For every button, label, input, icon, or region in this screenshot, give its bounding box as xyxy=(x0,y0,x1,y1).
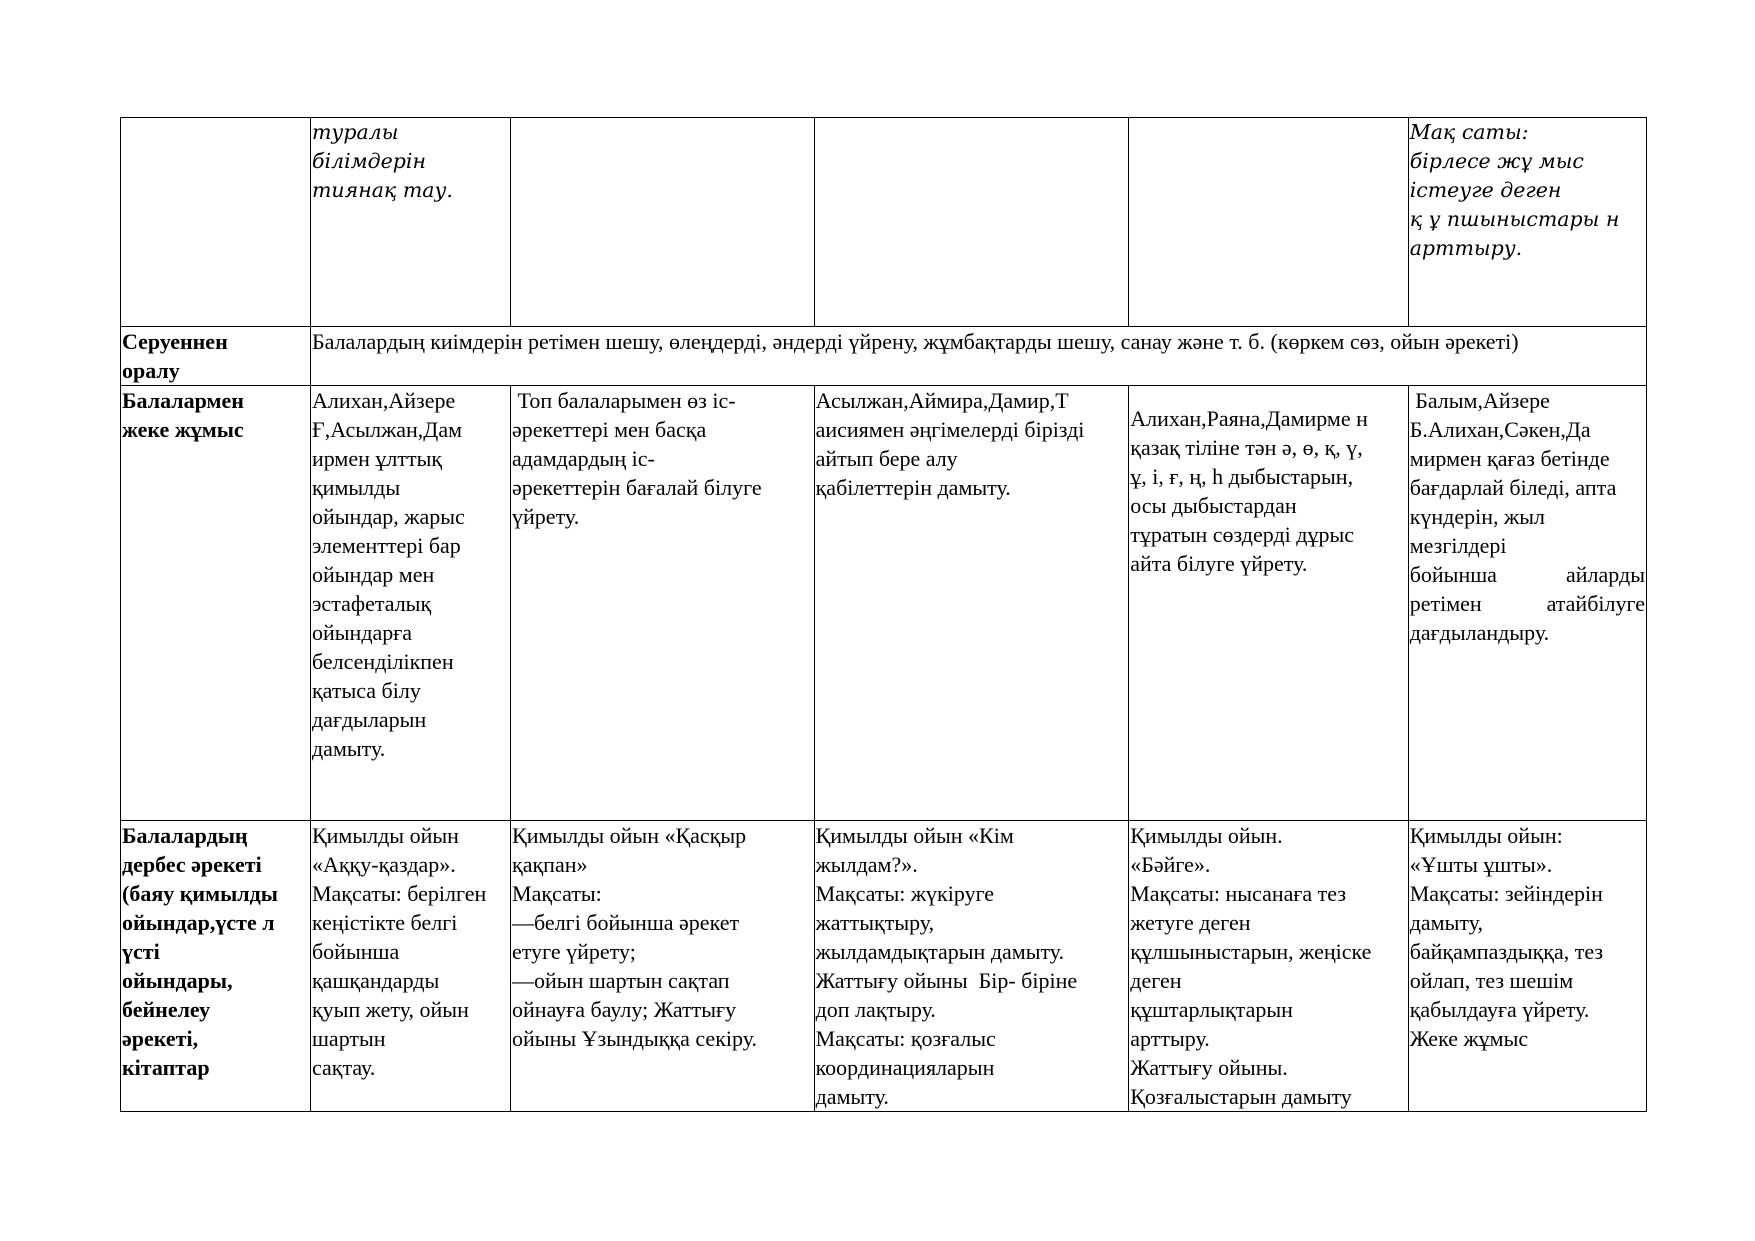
text-line: үсті xyxy=(122,939,160,964)
text-line: арттыру. xyxy=(1409,236,1523,260)
text-line: ойындар,үсте л xyxy=(122,910,275,935)
text-line: етуге үйрету; xyxy=(512,939,636,964)
text-line: эстафеталық xyxy=(311,591,432,616)
text-line: Қозғалыстарын дамыту xyxy=(1130,1084,1352,1109)
text-line: байқампаздыққа, тез xyxy=(1409,939,1604,964)
text-line: қ ұ пшыныстары н xyxy=(1409,207,1620,231)
text-line: әрекеті, xyxy=(122,1026,199,1051)
text-line: ойындарға xyxy=(311,620,413,645)
text-line: қимылды xyxy=(311,475,401,500)
text-line: Мақсаты: xyxy=(512,881,602,906)
text-line: шартын xyxy=(311,1026,386,1051)
text-line: Мақсаты: жүкіруге xyxy=(815,881,995,906)
text-line: ойындары, xyxy=(122,968,233,993)
text-line: ретімен атайбілуге xyxy=(1409,591,1645,616)
table-row-return-walk xyxy=(121,327,1647,386)
text-line: тұратын сөздерді дұрыс xyxy=(1130,522,1354,547)
text-line: Алихан,Раяна,Дамирме н xyxy=(1130,406,1368,431)
row-label-independent-activity xyxy=(121,821,311,1112)
text-line: қазақ тіліне тән ә, ө, қ, ү, xyxy=(1130,435,1363,460)
text-line: Серуеннен xyxy=(122,329,228,354)
text-line: (баяу қимылды xyxy=(122,881,278,906)
text-line: дағдыландыру. xyxy=(1409,620,1550,645)
text-line: Мақсаты: қозғалыс xyxy=(815,1026,996,1051)
table-row-continuation xyxy=(121,118,1647,327)
text-line: «Бәйге». xyxy=(1130,852,1211,877)
text-line: ойыны Ұзындыққа секіру. xyxy=(512,1026,757,1051)
text-line: Қимылды ойын «Қасқыр xyxy=(512,823,747,848)
text-line: дербес әрекеті xyxy=(122,852,262,877)
text-line: қашқандарды xyxy=(311,968,440,993)
text-line: оралу xyxy=(122,358,180,383)
text-line: тиянақ тау. xyxy=(311,178,453,202)
cell-individual-work-fri xyxy=(1408,386,1646,821)
cell-continuation-col4 xyxy=(1129,118,1408,327)
text-line: Б.Алихан,Сәкен,Да xyxy=(1409,417,1591,442)
cell-individual-work-tue xyxy=(511,386,815,821)
text-line: күндерін, жыл xyxy=(1409,504,1545,529)
text-line: —ойын шартын сақтап xyxy=(512,968,730,993)
cell-continuation-col2 xyxy=(511,118,815,327)
text-line: жаттықтыру, xyxy=(815,910,935,935)
cell-independent-thu xyxy=(1129,821,1408,1112)
text-line: Балым,Айзере xyxy=(1409,388,1550,413)
cell-individual-work-mon xyxy=(310,386,510,821)
cell-independent-wed xyxy=(814,821,1129,1112)
text-line: қатыса білу xyxy=(311,678,421,703)
text-line: Мақ саты: xyxy=(1409,120,1529,144)
text-line: бойынша айларды xyxy=(1409,562,1645,587)
cell-continuation-col1 xyxy=(310,118,510,327)
text-line: осы дыбыстардан xyxy=(1130,493,1297,518)
text-line: үйрету. xyxy=(512,504,580,529)
cell-independent-tue xyxy=(511,821,815,1112)
text-line: жетуге деген xyxy=(1130,910,1251,935)
text-line: айтып бере алу xyxy=(815,446,958,471)
cell-label-empty xyxy=(121,118,311,327)
text-line: істеуге деген xyxy=(1409,178,1562,202)
text-line: Қимылды ойын. xyxy=(1130,823,1283,848)
text-line: ұ, і, ғ, ң, һ дыбыстарын, xyxy=(1130,464,1354,489)
text-line: адамдардың іс- xyxy=(512,446,655,471)
text-line: әрекеттерін бағалай білуге xyxy=(512,475,762,500)
text-line: сақтау. xyxy=(311,1055,376,1080)
text-line: бірлесе жұ мыс xyxy=(1409,149,1584,173)
cell-independent-mon xyxy=(310,821,510,1112)
text-line: жеке жұмыс xyxy=(122,417,244,442)
text-line: —белгі бойынша әрекет xyxy=(512,910,740,935)
text-line: айта білуге үйрету. xyxy=(1130,551,1308,576)
text-line: дамыту. xyxy=(311,736,386,761)
text-line: құлшыныстарын, жеңіске xyxy=(1130,939,1372,964)
text-line: дамыту, xyxy=(1409,910,1483,935)
text-line: Жаттығу ойыны Бір- біріне xyxy=(815,968,1078,993)
text-line: элементтері бар xyxy=(311,533,461,558)
text-line: дамыту. xyxy=(815,1084,889,1109)
text-line: Жеке жұмыс xyxy=(1409,1026,1529,1051)
text-line: Мақсаты: нысанаға тез xyxy=(1130,881,1347,906)
text-line: қуып жету, ойын xyxy=(311,997,469,1022)
text-line: арттыру. xyxy=(1130,1026,1210,1051)
daily-plan-table xyxy=(120,117,1647,1112)
text-line: координацияларын xyxy=(815,1055,995,1080)
text-line: Ғ,Асылжан,Дам xyxy=(311,417,462,442)
text-line: бейнелеу xyxy=(122,997,211,1022)
text-line: кеңістікте белгі xyxy=(311,910,458,935)
text-line: қабылдауға үйрету. xyxy=(1409,997,1590,1022)
cell-individual-work-thu xyxy=(1129,386,1408,821)
text-line: Асылжан,Аймира,Дамир,Т xyxy=(815,388,1069,413)
text-line: жылдам?». xyxy=(815,852,918,877)
text-line: белсенділікпен xyxy=(311,649,454,674)
text-line: Балалармен xyxy=(122,388,244,413)
text-line: туралы xyxy=(311,120,399,144)
text-line: доп лақтыру. xyxy=(815,997,936,1022)
text-line: білімдерін xyxy=(311,149,426,173)
table-row-individual-work xyxy=(121,386,1647,821)
cell-independent-fri xyxy=(1408,821,1646,1112)
text-line: «Аққу-қаздар». xyxy=(311,852,456,877)
text-line: мирмен қағаз бетінде xyxy=(1409,446,1610,471)
text-line: Қимылды ойын: xyxy=(1409,823,1563,848)
text-line: Мақсаты: зейіндерін xyxy=(1409,881,1603,906)
text-line: деген xyxy=(1130,968,1182,993)
text-line: кітаптар xyxy=(122,1055,210,1080)
cell-continuation-col3 xyxy=(814,118,1129,327)
cell-return-walk-text: Балалардың киімдерін ретімен шешу, өлеңдерді, әндерді үйрену, жұмбақтарды шешу, санау және т. б. (көркем сөз, ойын әрекеті) xyxy=(310,327,1646,386)
text-line: Қимылды ойын «Кім xyxy=(815,823,1014,848)
text-line: құштарлықтарын xyxy=(1130,997,1293,1022)
text-line: Алихан,Айзере xyxy=(311,388,456,413)
text-line: ирмен ұлттық xyxy=(311,446,443,471)
text-line: қабілеттерін дамыту. xyxy=(815,475,1011,500)
text-line: ойындар мен xyxy=(311,562,435,587)
text-line: ойындар, жарыс xyxy=(311,504,465,529)
row-label-individual-work xyxy=(121,386,311,821)
text-line: дағдыларын xyxy=(311,707,427,732)
text-line: Балалардың xyxy=(122,823,248,848)
cell-individual-work-wed xyxy=(814,386,1129,821)
cell-continuation-col5 xyxy=(1408,118,1646,327)
table-row-independent-activity xyxy=(121,821,1647,1112)
text-line: мезгілдері xyxy=(1409,533,1507,558)
text-line: ойнауға баулу; Жаттығу xyxy=(512,997,737,1022)
text-line: жылдамдықтарын дамыту. xyxy=(815,939,1065,964)
text-line: бағдарлай біледі, апта xyxy=(1409,475,1617,500)
text-line: ойлап, тез шешім xyxy=(1409,968,1574,993)
text-line: әрекеттері мен басқа xyxy=(512,417,707,442)
text-line: «Ұшты ұшты». xyxy=(1409,852,1553,877)
row-label-return-walk xyxy=(121,327,311,386)
text-line: Қимылды ойын xyxy=(311,823,459,848)
text-line: бойынша xyxy=(311,939,400,964)
text-line: Жаттығу ойыны. xyxy=(1130,1055,1288,1080)
text-line: аисиямен әңгімелерді бірізді xyxy=(815,417,1085,442)
text-line: қақпан» xyxy=(512,852,588,877)
text-line: Топ балаларымен өз іс- xyxy=(512,388,736,413)
text-line: Мақсаты: берілген xyxy=(311,881,487,906)
spacer xyxy=(1130,386,1406,404)
